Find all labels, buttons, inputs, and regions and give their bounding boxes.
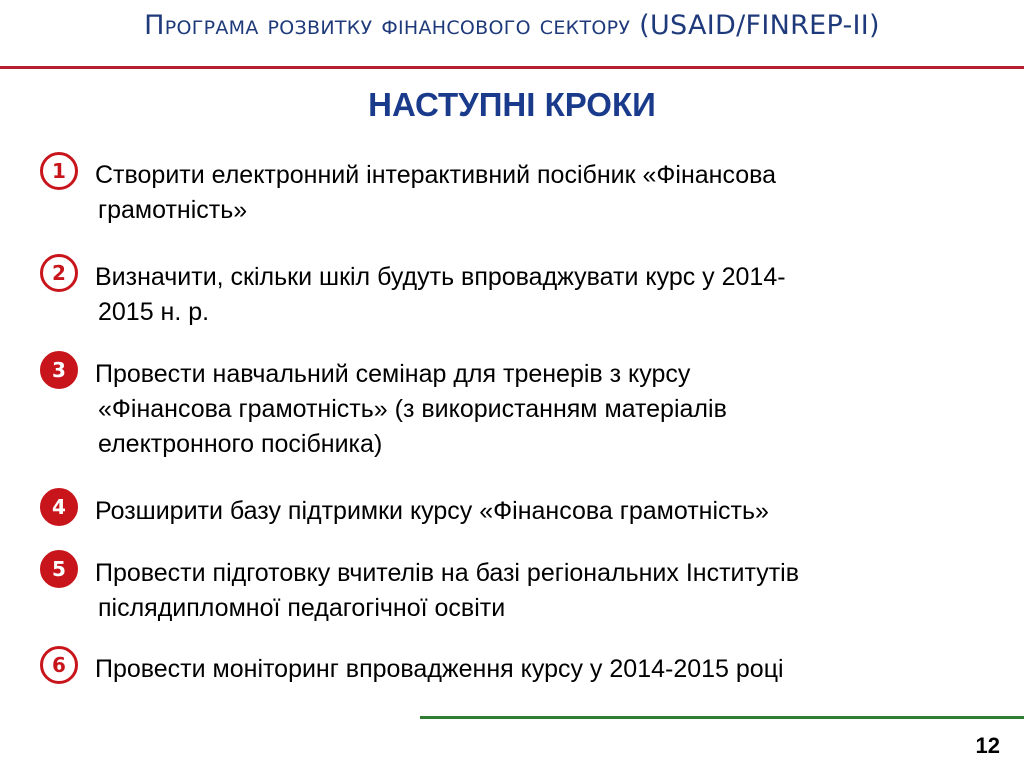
footer-divider bbox=[420, 716, 1024, 719]
step-text-4 bbox=[95, 494, 995, 529]
step-3-line-3: електронного посібника) bbox=[98, 430, 383, 458]
step-5-line-1: Провести підготовку вчителів на базі регіональних Інститутів bbox=[95, 559, 800, 587]
header-title: Програма розвитку фінансового сектору (USAID/FINREP-II) bbox=[144, 10, 880, 41]
step-number-6-icon: 6 bbox=[40, 646, 78, 684]
step-3-line-1: Провести навчальний семінар для тренерів з курсу bbox=[95, 360, 691, 388]
step-text-2 bbox=[95, 260, 995, 330]
step-2-line-2: 2015 н. р. bbox=[98, 298, 210, 326]
step-text-1 bbox=[95, 158, 995, 228]
slide-title: НАСТУПНІ КРОКИ bbox=[368, 86, 656, 123]
step-6-line-1: Провести моніторинг впровадження курсу у 2014-2015 році bbox=[95, 655, 784, 683]
step-3-line-2: «Фінансова грамотність» (з використанням матеріалів bbox=[98, 395, 727, 423]
page-number: 12 bbox=[975, 733, 1000, 758]
step-5-line-2: післядипломної педагогічної освіти bbox=[98, 594, 506, 622]
step-number-3-icon: 3 bbox=[40, 351, 78, 389]
step-number-2-icon: 2 bbox=[40, 254, 78, 292]
step-text-6 bbox=[95, 652, 995, 687]
step-2-line-1: Визначити, скільки шкіл будуть впроваджувати курс у 2014- bbox=[95, 263, 786, 291]
step-1-line-1: Створити електронний інтерактивний посібник «Фінансова bbox=[95, 161, 777, 189]
step-4-line-1: Розширити базу підтримки курсу «Фінансова грамотність» bbox=[95, 497, 769, 525]
step-1-line-2: грамотність» bbox=[98, 196, 248, 224]
step-number-1-icon: 1 bbox=[40, 152, 78, 190]
step-text-3 bbox=[95, 357, 995, 462]
step-text-5 bbox=[95, 556, 995, 626]
step-number-4-icon: 4 bbox=[40, 488, 78, 526]
step-number-5-icon: 5 bbox=[40, 550, 78, 588]
